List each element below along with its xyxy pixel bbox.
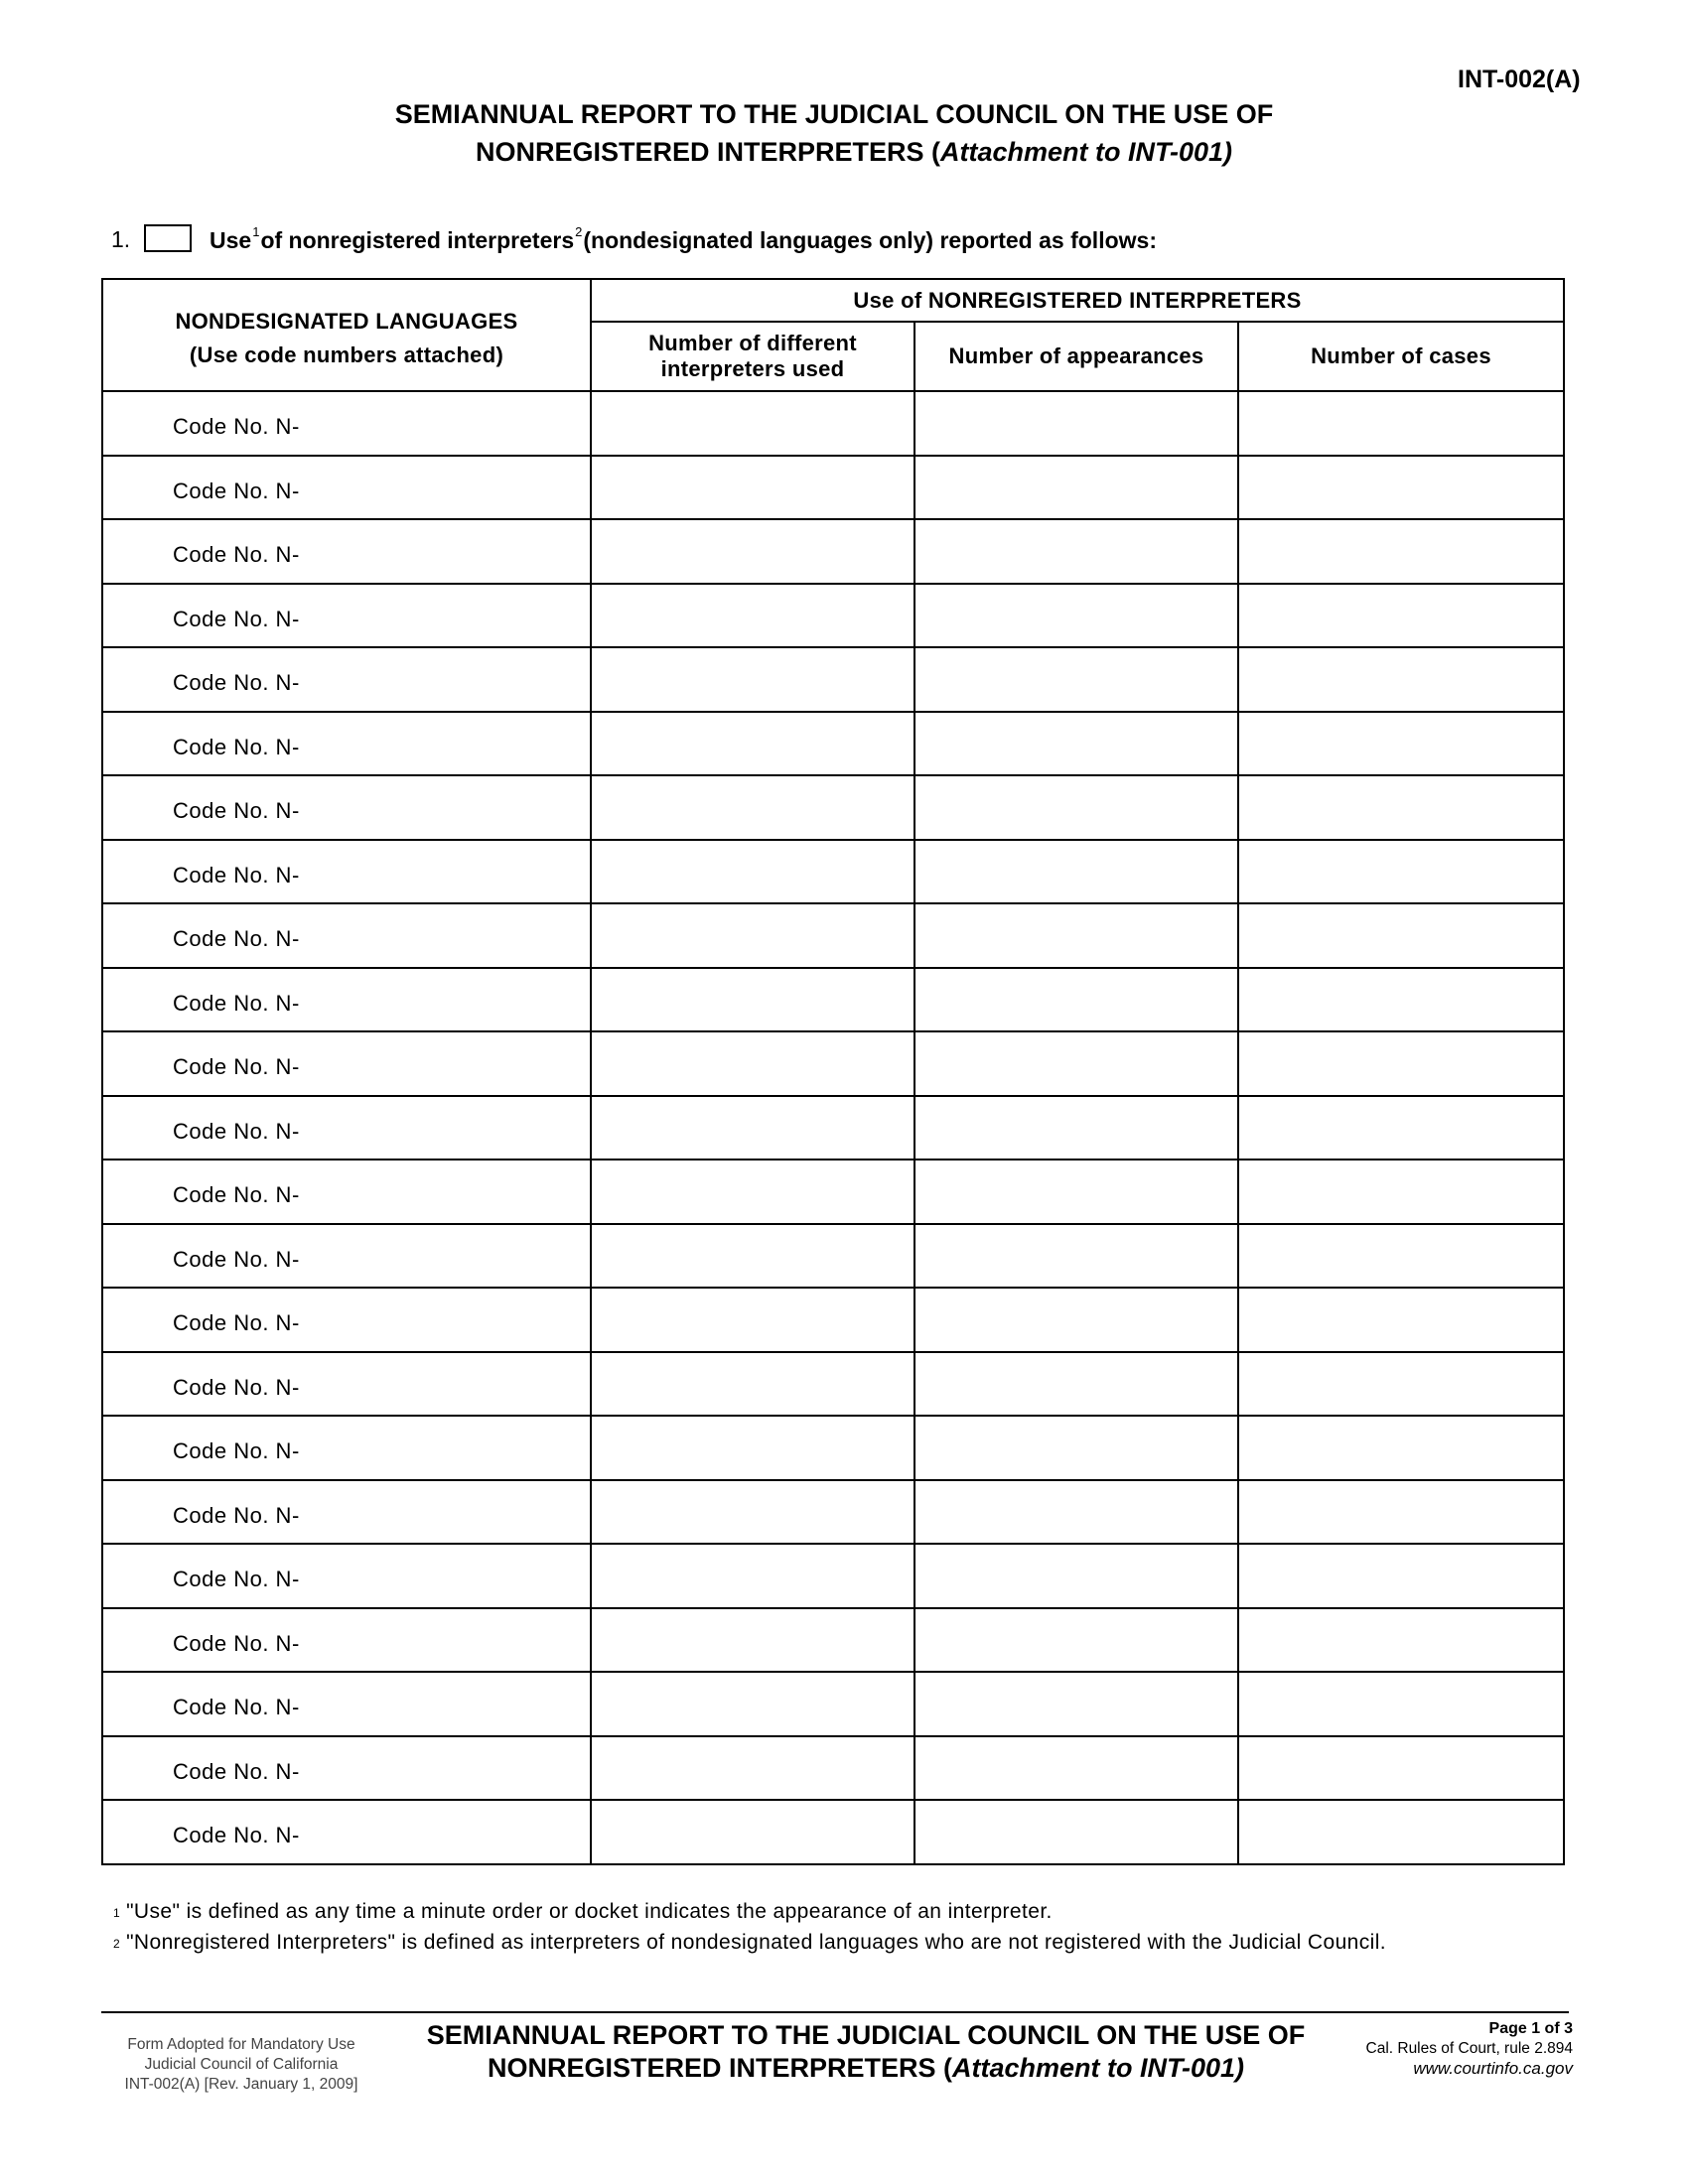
appearances-count-cell[interactable] — [914, 775, 1238, 840]
appearances-count-cell[interactable] — [914, 1288, 1238, 1352]
interpreters-count-cell[interactable] — [591, 391, 914, 456]
language-code-cell: Code No. N- — [102, 1800, 591, 1864]
cases-count-cell[interactable] — [1238, 1672, 1564, 1736]
appearances-count-cell[interactable] — [914, 1096, 1238, 1160]
cases-count-cell[interactable] — [1238, 519, 1564, 584]
item-1-number: 1. — [111, 226, 131, 252]
language-code-cell: Code No. N- — [102, 1480, 591, 1545]
cases-count-cell[interactable] — [1238, 1608, 1564, 1673]
interpreters-count-cell[interactable] — [591, 1416, 914, 1480]
languages-header-line-2: (Use code numbers attached) — [189, 341, 504, 367]
appearances-count-cell[interactable] — [914, 712, 1238, 776]
interpreters-count-cell[interactable] — [591, 519, 914, 584]
footer-rule-reference: Cal. Rules of Court, rule 2.894 — [1365, 2040, 1573, 2057]
interpreters-count-cell[interactable] — [591, 840, 914, 904]
cases-count-cell[interactable] — [1238, 647, 1564, 712]
footer-website-link[interactable]: www.courtinfo.ca.gov — [1413, 2059, 1573, 2078]
interpreters-count-cell[interactable] — [591, 968, 914, 1032]
appearances-count-cell[interactable] — [914, 1224, 1238, 1289]
interpreters-count-cell[interactable] — [591, 1096, 914, 1160]
appearances-count-cell[interactable] — [914, 1800, 1238, 1864]
appearances-count-cell[interactable] — [914, 1544, 1238, 1608]
interpreters-count-cell[interactable] — [591, 1800, 914, 1864]
table-row — [102, 840, 1564, 904]
item-1-statement — [210, 224, 1157, 254]
item-1-text-b: of nonregistered interpreters — [260, 227, 575, 253]
language-code-cell: Code No. N- — [102, 584, 591, 648]
appearances-count-cell[interactable] — [914, 968, 1238, 1032]
cases-count-cell[interactable] — [1238, 1031, 1564, 1096]
footnote-1-mark: 1 — [113, 1906, 121, 1920]
interpreters-header-line-1: Number of different — [648, 331, 857, 355]
table-row — [102, 1031, 1564, 1096]
language-code-cell: Code No. N- — [102, 840, 591, 904]
table-row — [102, 1800, 1564, 1864]
interpreters-count-cell[interactable] — [591, 1608, 914, 1673]
footer-title-line-1: SEMIANNUAL REPORT TO THE JUDICIAL COUNCIL ON THE USE OF — [426, 2020, 1306, 2050]
table-row — [102, 519, 1564, 584]
appearances-count-cell[interactable] — [914, 1031, 1238, 1096]
footnote-2 — [113, 1931, 1386, 1955]
interpreters-count-cell[interactable] — [591, 1672, 914, 1736]
item-1-text-c: (nondesignated languages only) reported as follows: — [583, 227, 1157, 253]
interpreters-count-cell[interactable] — [591, 1480, 914, 1545]
language-code-cell: Code No. N- — [102, 1160, 591, 1224]
appearances-count-cell[interactable] — [914, 647, 1238, 712]
table-row — [102, 903, 1564, 968]
table-row — [102, 1224, 1564, 1289]
footer-title-line-2-main: NONREGISTERED INTERPRETERS ( — [487, 2053, 952, 2083]
footer-council: Judicial Council of California — [144, 2056, 339, 2073]
cases-count-cell[interactable] — [1238, 1416, 1564, 1480]
footer-revision: INT-002(A) [Rev. January 1, 2009] — [124, 2076, 358, 2093]
cases-count-cell[interactable] — [1238, 903, 1564, 968]
interpreters-column-header — [591, 322, 914, 391]
page-indicator: Page 1 of 3 — [1488, 2020, 1573, 2037]
footnote-1 — [113, 1900, 1053, 1924]
language-code-cell: Code No. N- — [102, 1096, 591, 1160]
table-row — [102, 584, 1564, 648]
table-row — [102, 391, 1564, 456]
language-code-cell: Code No. N- — [102, 1608, 591, 1673]
footer-title-line-2-italic: Attachment to INT-001) — [952, 2053, 1245, 2083]
language-code-cell: Code No. N- — [102, 968, 591, 1032]
interpreters-count-cell[interactable] — [591, 903, 914, 968]
interpreters-header-line-2: interpreters used — [660, 356, 845, 381]
language-code-cell: Code No. N- — [102, 775, 591, 840]
usage-table — [101, 278, 1565, 1865]
cases-count-cell[interactable] — [1238, 968, 1564, 1032]
cases-count-cell[interactable] — [1238, 1096, 1564, 1160]
appearances-count-cell[interactable] — [914, 391, 1238, 456]
appearances-count-cell[interactable] — [914, 584, 1238, 648]
language-code-cell: Code No. N- — [102, 647, 591, 712]
interpreters-count-cell[interactable] — [591, 1031, 914, 1096]
appearances-count-cell[interactable] — [914, 456, 1238, 520]
appearances-count-cell[interactable] — [914, 519, 1238, 584]
language-code-cell: Code No. N- — [102, 456, 591, 520]
language-code-cell: Code No. N- — [102, 1031, 591, 1096]
footer-divider — [101, 2011, 1569, 2013]
form-number: INT-002(A) — [1458, 66, 1581, 93]
interpreters-count-cell[interactable] — [591, 1736, 914, 1801]
table-row — [102, 1288, 1564, 1352]
appearances-count-cell[interactable] — [914, 1672, 1238, 1736]
cases-count-cell[interactable] — [1238, 584, 1564, 648]
title-line-2-main: NONREGISTERED INTERPRETERS ( — [475, 137, 940, 167]
interpreters-count-cell[interactable] — [591, 1288, 914, 1352]
cases-count-cell[interactable] — [1238, 456, 1564, 520]
language-code-cell: Code No. N- — [102, 1352, 591, 1417]
cases-count-cell[interactable] — [1238, 1160, 1564, 1224]
footer-adopted: Form Adopted for Mandatory Use — [127, 2036, 355, 2053]
cases-count-cell[interactable] — [1238, 1224, 1564, 1289]
table-row — [102, 1160, 1564, 1224]
footnote-2-mark: 2 — [113, 1937, 121, 1951]
table-row — [102, 456, 1564, 520]
appearances-count-cell[interactable] — [914, 840, 1238, 904]
language-code-cell: Code No. N- — [102, 903, 591, 968]
languages-column-header — [102, 279, 591, 391]
table-row — [102, 1416, 1564, 1480]
cases-count-cell[interactable] — [1238, 1288, 1564, 1352]
table-row — [102, 1672, 1564, 1736]
cases-count-cell[interactable] — [1238, 1544, 1564, 1608]
table-row — [102, 712, 1564, 776]
appearances-count-cell[interactable] — [914, 1160, 1238, 1224]
interpreters-count-cell[interactable] — [591, 647, 914, 712]
footer-form-info — [101, 2035, 381, 2095]
footer-page-info — [1319, 2019, 1573, 2079]
language-code-cell: Code No. N- — [102, 712, 591, 776]
appearances-count-cell[interactable] — [914, 1736, 1238, 1801]
cases-count-cell[interactable] — [1238, 1800, 1564, 1864]
table-row — [102, 1736, 1564, 1801]
item-1-checkbox[interactable] — [144, 224, 192, 252]
table-row — [102, 1544, 1564, 1608]
table-row — [102, 968, 1564, 1032]
language-code-cell: Code No. N- — [102, 1672, 591, 1736]
cases-count-cell[interactable] — [1238, 840, 1564, 904]
interpreters-count-cell[interactable] — [591, 1544, 914, 1608]
interpreters-count-cell[interactable] — [591, 1160, 914, 1224]
table-row — [102, 1352, 1564, 1417]
form-title-line-2 — [10, 137, 1688, 168]
interpreters-count-cell[interactable] — [591, 456, 914, 520]
language-code-cell: Code No. N- — [102, 519, 591, 584]
appearances-count-cell[interactable] — [914, 1416, 1238, 1480]
footer-title-line-2 — [409, 2052, 1323, 2085]
table-row — [102, 775, 1564, 840]
language-code-cell: Code No. N- — [102, 1544, 591, 1608]
language-code-cell: Code No. N- — [102, 1736, 591, 1801]
table-row — [102, 1096, 1564, 1160]
cases-count-cell[interactable] — [1238, 1352, 1564, 1417]
language-code-cell: Code No. N- — [102, 391, 591, 456]
language-code-cell: Code No. N- — [102, 1416, 591, 1480]
appearances-column-header: Number of appearances — [914, 322, 1238, 391]
language-code-cell: Code No. N- — [102, 1288, 591, 1352]
interpreters-count-cell[interactable] — [591, 1352, 914, 1417]
language-code-cell: Code No. N- — [102, 1224, 591, 1289]
item-1-text-a: Use — [210, 227, 252, 253]
usage-group-header: Use of NONREGISTERED INTERPRETERS — [591, 279, 1564, 322]
appearances-count-cell[interactable] — [914, 1480, 1238, 1545]
cases-column-header: Number of cases — [1238, 322, 1564, 391]
footnote-1-text: "Use" is defined as any time a minute order or docket indicates the appearance of an interpreter. — [126, 1900, 1053, 1923]
table-row — [102, 1608, 1564, 1673]
footnote-ref-2: 2 — [575, 224, 583, 239]
appearances-count-cell[interactable] — [914, 903, 1238, 968]
cases-count-cell[interactable] — [1238, 712, 1564, 776]
interpreters-count-cell[interactable] — [591, 1224, 914, 1289]
interpreters-count-cell[interactable] — [591, 712, 914, 776]
footer-title — [409, 2019, 1323, 2085]
table-row — [102, 647, 1564, 712]
interpreters-count-cell[interactable] — [591, 584, 914, 648]
appearances-count-cell[interactable] — [914, 1608, 1238, 1673]
footnote-2-text: "Nonregistered Interpreters" is defined as interpreters of nondesignated languages who are not registered with the Judicial Council. — [126, 1931, 1386, 1954]
cases-count-cell[interactable] — [1238, 1736, 1564, 1801]
form-title-line-1: SEMIANNUAL REPORT TO THE JUDICIAL COUNCIL ON THE USE OF — [394, 99, 1274, 129]
cases-count-cell[interactable] — [1238, 775, 1564, 840]
footnote-ref-1: 1 — [252, 224, 260, 239]
cases-count-cell[interactable] — [1238, 391, 1564, 456]
table-row — [102, 1480, 1564, 1545]
cases-count-cell[interactable] — [1238, 1480, 1564, 1545]
appearances-count-cell[interactable] — [914, 1352, 1238, 1417]
languages-header-line-1: NONDESIGNATED LANGUAGES — [175, 308, 518, 334]
title-line-2-italic: Attachment to INT-001) — [940, 137, 1233, 167]
interpreters-count-cell[interactable] — [591, 775, 914, 840]
